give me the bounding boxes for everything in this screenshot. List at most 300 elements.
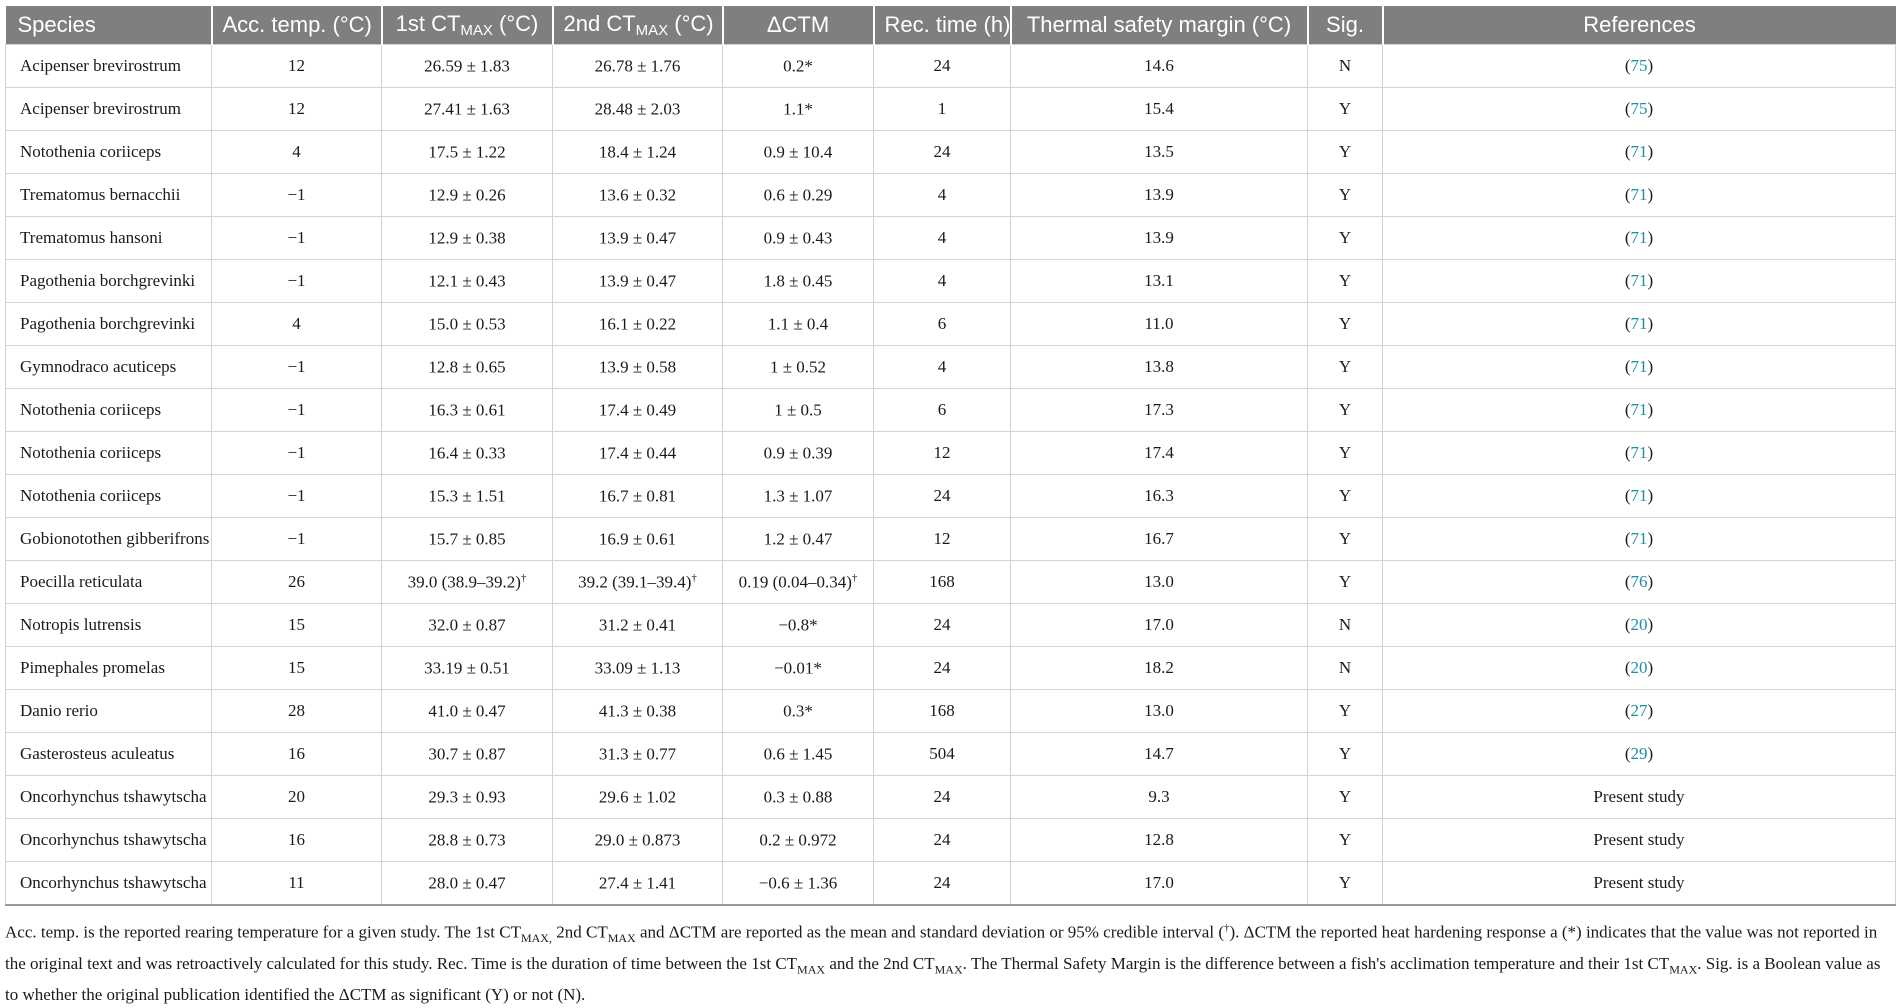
cell-delta-ctm-text: 1 ± 0.52 [769, 357, 827, 377]
cell-delta-ctm-text: 1.1 ± 0.4 [767, 314, 829, 334]
cell-rec-time [874, 303, 1011, 346]
cell-ct2-text: 16.1 ± 0.22 [598, 314, 677, 334]
cell-ct1-text: 16.4 ± 0.33 [428, 443, 506, 463]
dagger-mark: † [520, 571, 527, 584]
cell-acc-temp [212, 432, 382, 475]
cell-acc-temp-text: 12 [288, 56, 305, 75]
cell-reference-text: ) [1647, 271, 1654, 290]
cell-ct1-text: 41.0 ± 0.47 [428, 701, 506, 721]
cell-delta-ctm-text: −0.01* [774, 658, 822, 678]
cell-tsm-text: 17.3 [1144, 400, 1174, 419]
cell-rec-time-text: 24 [933, 873, 951, 892]
cell-reference [1383, 647, 1896, 690]
cell-reference [1383, 88, 1896, 131]
reference-link[interactable]: 71 [1630, 228, 1648, 247]
cell-delta-ctm-text: 0.2* [783, 56, 813, 76]
cell-reference-text: ) [1647, 744, 1654, 763]
cell-ct1 [382, 389, 553, 432]
cell-ct1-text: 28.0 ± 0.47 [428, 873, 506, 893]
cell-ct1 [382, 690, 553, 733]
cell-species [6, 174, 212, 217]
col-header-sig: Sig. [1308, 6, 1383, 45]
cell-reference-text: ( [1624, 615, 1631, 634]
cell-rec-time-text: 24 [933, 142, 951, 161]
cell-reference-text: ) [1647, 99, 1654, 118]
reference-link[interactable]: 71 [1630, 357, 1648, 376]
cell-acc-temp [212, 561, 382, 604]
cell-ct1-text: 12.1 ± 0.43 [428, 271, 506, 291]
cell-reference-text: ) [1647, 185, 1654, 204]
cell-ct2-text: 27.4 ± 1.41 [598, 873, 677, 893]
cell-reference-text: ( [1624, 271, 1631, 290]
cell-delta-ctm [723, 303, 874, 346]
cell-rec-time-text: 4 [937, 228, 947, 247]
cell-delta-ctm [723, 475, 874, 518]
cell-delta-ctm [723, 174, 874, 217]
cell-ct1-text: 39.0 (38.9–39.2) [407, 572, 521, 592]
cell-reference-text: ) [1647, 357, 1654, 376]
reference-link[interactable]: 20 [1630, 658, 1648, 677]
cell-delta-ctm-text: 1 ± 0.5 [774, 400, 822, 420]
col-header-delta-ctm: ΔCTM [723, 6, 874, 45]
cell-sig-text: Y [1338, 787, 1352, 806]
cell-ct2 [553, 604, 723, 647]
cell-ct1-text: 28.8 ± 0.73 [428, 830, 506, 850]
cell-sig [1308, 561, 1383, 604]
cell-acc-temp-text: 16 [288, 830, 305, 849]
table-row [6, 260, 1896, 303]
cell-tsm [1011, 217, 1308, 260]
cell-sig-text: Y [1338, 572, 1352, 591]
reference-link[interactable]: 75 [1630, 99, 1648, 118]
cell-sig [1308, 88, 1383, 131]
cell-rec-time-text: 168 [929, 572, 955, 591]
cell-tsm-text: 16.7 [1144, 529, 1174, 548]
cell-delta-ctm [723, 776, 874, 819]
cell-tsm [1011, 690, 1308, 733]
cell-ct2-text: 13.9 ± 0.58 [598, 357, 677, 377]
col-header-tsm: Thermal safety margin (°C) [1011, 6, 1308, 45]
cell-delta-ctm-text: 0.3 ± 0.88 [763, 787, 833, 807]
cell-tsm-text: 15.4 [1144, 99, 1174, 118]
cell-reference-text: Present study [1593, 830, 1685, 849]
cell-delta-ctm-text: 1.1* [783, 99, 813, 119]
cell-species [6, 776, 212, 819]
cell-tsm [1011, 862, 1308, 906]
table-row [6, 45, 1896, 88]
cell-ct1-text: 32.0 ± 0.87 [428, 615, 506, 635]
cell-acc-temp-text: −1 [287, 529, 306, 548]
cell-rec-time-text: 4 [937, 271, 947, 290]
table-row [6, 690, 1896, 733]
cell-rec-time [874, 389, 1011, 432]
cell-tsm [1011, 475, 1308, 518]
cell-rec-time-text: 6 [937, 400, 947, 419]
cell-sig [1308, 690, 1383, 733]
cell-sig [1308, 260, 1383, 303]
cell-delta-ctm [723, 604, 874, 647]
cell-sig-text: Y [1338, 873, 1352, 892]
cell-reference [1383, 690, 1896, 733]
table-row [6, 776, 1896, 819]
cell-delta-ctm [723, 690, 874, 733]
cell-species-text: Notothenia coriiceps [20, 486, 162, 505]
cell-sig-text: Y [1338, 185, 1352, 204]
cell-delta-ctm [723, 647, 874, 690]
cell-sig [1308, 303, 1383, 346]
cell-tsm [1011, 776, 1308, 819]
cell-acc-temp-text: 4 [292, 142, 301, 161]
cell-ct2 [553, 776, 723, 819]
cell-reference-text: ( [1624, 658, 1631, 677]
reference-link[interactable]: 71 [1630, 185, 1648, 204]
cell-species-text: Danio rerio [20, 701, 98, 720]
cell-acc-temp [212, 862, 382, 906]
cell-acc-temp-text: 15 [288, 658, 305, 677]
table-row [6, 389, 1896, 432]
cell-ct2-text: 26.78 ± 1.76 [594, 56, 681, 76]
cell-sig [1308, 45, 1383, 88]
cell-species [6, 733, 212, 776]
cell-species-text: Trematomus bernacchii [20, 185, 181, 204]
cell-ct2 [553, 819, 723, 862]
cell-acc-temp [212, 174, 382, 217]
cell-ct1 [382, 561, 553, 604]
cell-ct1 [382, 604, 553, 647]
cell-rec-time [874, 862, 1011, 906]
cell-delta-ctm-text: −0.8* [778, 615, 818, 635]
reference-link[interactable]: 75 [1630, 56, 1648, 75]
cell-ct1-text: 17.5 ± 1.22 [428, 142, 506, 162]
cell-rec-time [874, 819, 1011, 862]
cell-tsm [1011, 819, 1308, 862]
cell-delta-ctm [723, 389, 874, 432]
cell-rec-time [874, 475, 1011, 518]
cell-delta-ctm [723, 819, 874, 862]
cell-rec-time [874, 131, 1011, 174]
cell-sig [1308, 389, 1383, 432]
cell-sig-text: N [1338, 615, 1352, 634]
cell-ct1-text: 16.3 ± 0.61 [428, 400, 506, 420]
cell-acc-temp-text: 26 [288, 572, 305, 591]
cell-reference-text: Present study [1593, 787, 1685, 806]
cell-ct1 [382, 346, 553, 389]
dagger-mark: † [691, 571, 697, 584]
cell-ct1 [382, 733, 553, 776]
cell-tsm [1011, 432, 1308, 475]
cell-sig [1308, 647, 1383, 690]
cell-ct2-text: 18.4 ± 1.24 [598, 142, 677, 162]
cell-reference [1383, 604, 1896, 647]
cell-ct2 [553, 346, 723, 389]
cell-tsm-text: 14.6 [1144, 56, 1174, 75]
cell-acc-temp [212, 45, 382, 88]
thermal-tolerance-table [5, 6, 1896, 906]
col-header-ct1: 1st $CT_{MAX}$ (°C) [382, 6, 553, 45]
cell-acc-temp-text: −1 [287, 486, 306, 505]
cell-tsm-text: 18.2 [1144, 658, 1174, 677]
cell-sig-text: Y [1338, 314, 1352, 333]
cell-ct1 [382, 518, 553, 561]
cell-reference-text: ) [1647, 701, 1654, 720]
cell-rec-time-text: 24 [933, 486, 951, 505]
cell-sig [1308, 346, 1383, 389]
cell-rec-time [874, 776, 1011, 819]
table-container [5, 6, 1895, 906]
cell-rec-time-text: 1 [937, 99, 947, 118]
cell-ct2 [553, 432, 723, 475]
cell-sig [1308, 776, 1383, 819]
cell-delta-ctm [723, 432, 874, 475]
table-row [6, 432, 1896, 475]
cell-species [6, 131, 212, 174]
cell-ct1-text: 12.8 ± 0.65 [428, 357, 506, 377]
cell-acc-temp [212, 518, 382, 561]
cell-reference-text: ) [1647, 486, 1654, 505]
cell-tsm-text: 13.8 [1144, 357, 1174, 376]
cell-acc-temp [212, 217, 382, 260]
cell-reference-text: ( [1624, 99, 1631, 118]
cell-reference [1383, 45, 1896, 88]
cell-sig-text: Y [1338, 99, 1352, 118]
cell-delta-ctm-text: 1.8 ± 0.45 [763, 271, 833, 291]
cell-delta-ctm-text: 0.2 ± 0.972 [759, 830, 837, 850]
cell-tsm [1011, 518, 1308, 561]
cell-reference-text: ) [1647, 400, 1654, 419]
cell-reference [1383, 518, 1896, 561]
cell-sig-text: N [1338, 56, 1352, 75]
cell-rec-time-text: 12 [933, 529, 951, 548]
cell-ct2-text: 16.7 ± 0.81 [598, 486, 677, 506]
cell-rec-time [874, 432, 1011, 475]
cell-tsm [1011, 45, 1308, 88]
cell-rec-time [874, 45, 1011, 88]
cell-species [6, 432, 212, 475]
cell-ct2 [553, 260, 723, 303]
table-row [6, 561, 1896, 604]
col-header-references: References [1383, 6, 1896, 45]
cell-acc-temp [212, 690, 382, 733]
cell-reference-text: ( [1624, 443, 1631, 462]
cell-acc-temp [212, 475, 382, 518]
cell-rec-time-text: 12 [933, 443, 951, 462]
cell-acc-temp [212, 776, 382, 819]
cell-acc-temp-text: −1 [287, 271, 306, 290]
cell-species-text: Gobionotothen gibberifrons [20, 529, 210, 548]
cell-ct1-text: 29.3 ± 0.93 [428, 787, 506, 807]
cell-reference [1383, 131, 1896, 174]
cell-ct2-text: 16.9 ± 0.61 [598, 529, 677, 549]
reference-link[interactable]: 71 [1630, 443, 1648, 462]
cell-sig-text: Y [1338, 142, 1352, 161]
cell-reference-text: ) [1647, 443, 1654, 462]
cell-ct1-text: 26.59 ± 1.83 [424, 56, 510, 76]
cell-rec-time [874, 217, 1011, 260]
cell-acc-temp-text: 20 [288, 787, 305, 806]
cell-reference [1383, 217, 1896, 260]
cell-species [6, 475, 212, 518]
cell-rec-time-text: 24 [933, 787, 951, 806]
cell-ct2-text: 33.09 ± 1.13 [594, 658, 681, 678]
cell-ct1-text: 30.7 ± 0.87 [428, 744, 506, 764]
cell-tsm [1011, 389, 1308, 432]
reference-link[interactable]: 71 [1630, 400, 1648, 419]
cell-tsm [1011, 260, 1308, 303]
cell-sig [1308, 217, 1383, 260]
cell-reference [1383, 303, 1896, 346]
cell-ct2-text: 31.3 ± 0.77 [598, 744, 677, 764]
cell-rec-time-text: 24 [933, 830, 951, 849]
cell-reference [1383, 819, 1896, 862]
cell-reference [1383, 174, 1896, 217]
cell-species [6, 260, 212, 303]
cell-sig-text: Y [1338, 701, 1352, 720]
cell-acc-temp-text: 12 [288, 99, 305, 118]
table-row [6, 303, 1896, 346]
cell-ct1 [382, 174, 553, 217]
cell-sig-text: Y [1338, 271, 1352, 290]
cell-delta-ctm-text: 0.6 ± 1.45 [763, 744, 833, 764]
cell-ct2-text: 28.48 ± 2.03 [594, 99, 681, 119]
cell-species [6, 518, 212, 561]
cell-reference-text: ) [1647, 529, 1654, 548]
cell-tsm-text: 11.0 [1144, 314, 1174, 333]
reference-link[interactable]: 71 [1630, 529, 1648, 548]
cell-delta-ctm [723, 260, 874, 303]
cell-tsm-text: 17.0 [1144, 615, 1174, 634]
cell-delta-ctm-text: 0.6 ± 0.29 [763, 185, 833, 205]
cell-ct2 [553, 475, 723, 518]
cell-species-text: Acipenser brevirostrum [20, 99, 181, 118]
cell-acc-temp [212, 819, 382, 862]
cell-reference-text: ( [1624, 572, 1631, 591]
cell-reference-text: ) [1647, 228, 1654, 247]
cell-ct1-text: 15.3 ± 1.51 [428, 486, 506, 506]
cell-species-text: Trematomus hansoni [20, 228, 163, 247]
cell-sig [1308, 475, 1383, 518]
cell-reference-text: Present study [1593, 873, 1685, 892]
cell-tsm-text: 9.3 [1148, 787, 1170, 806]
cell-rec-time [874, 561, 1011, 604]
cell-ct2 [553, 389, 723, 432]
table-row [6, 346, 1896, 389]
cell-tsm-text: 13.9 [1144, 228, 1174, 247]
cell-reference-text: ) [1647, 142, 1654, 161]
cell-species [6, 647, 212, 690]
cell-reference-text: ) [1647, 615, 1654, 634]
cell-reference-text: ) [1647, 658, 1654, 677]
cell-rec-time-text: 24 [933, 615, 951, 634]
cell-acc-temp-text: −1 [287, 443, 306, 462]
cell-reference-text: ( [1624, 701, 1631, 720]
table-row [6, 88, 1896, 131]
cell-acc-temp-text: 11 [288, 873, 305, 892]
cell-ct1 [382, 217, 553, 260]
cell-acc-temp [212, 260, 382, 303]
table-footnote: Acc. temp. is the reported rearing temperature for a given study. The 1st $CT_{MAX,}$ 2nd $CT_{MAX}$ and ΔCTM are reported as the mean and standard deviation or 95% credible interval (†). ΔCTM the reported heat hardening response a (*) indicates that the value was not reported in the original text and was retroactively calculated for this study. Rec. Time is the duration of time between the 1st $CT_{MAX}$ and the 2nd $CT_{MAX}$. The Thermal Safety Margin is the difference between a fish's acclimation temperature and their 1st $CT_{MAX}$. Sig. is a Boolean value as to whether the original publication identified the ΔCTM as significant (Y) or not (N). [5, 922, 1881, 1005]
cell-species-text: Gymnodraco acuticeps [20, 357, 177, 376]
cell-tsm-text: 14.7 [1144, 744, 1174, 763]
reference-link[interactable]: 71 [1630, 142, 1648, 161]
cell-delta-ctm [723, 88, 874, 131]
header-row [6, 6, 1896, 45]
cell-tsm [1011, 561, 1308, 604]
cell-ct1 [382, 647, 553, 690]
cell-ct2 [553, 217, 723, 260]
cell-delta-ctm-text: −0.6 ± 1.36 [758, 873, 838, 893]
reference-link[interactable]: 29 [1630, 744, 1648, 763]
reference-link[interactable]: 20 [1630, 615, 1648, 634]
cell-species [6, 604, 212, 647]
cell-ct1 [382, 131, 553, 174]
cell-reference [1383, 432, 1896, 475]
reference-link[interactable]: 27 [1630, 701, 1648, 720]
reference-link[interactable]: 71 [1630, 486, 1648, 505]
cell-acc-temp [212, 131, 382, 174]
cell-rec-time-text: 4 [937, 357, 947, 376]
cell-sig-text: Y [1338, 228, 1352, 247]
cell-delta-ctm [723, 131, 874, 174]
cell-tsm-text: 12.8 [1144, 830, 1174, 849]
cell-ct1 [382, 862, 553, 906]
cell-ct2 [553, 561, 723, 604]
cell-ct1-text: 15.7 ± 0.85 [428, 529, 506, 549]
col-header-rec-time: Rec. time (h) [874, 6, 1011, 45]
cell-rec-time [874, 174, 1011, 217]
reference-link[interactable]: 71 [1630, 271, 1648, 290]
cell-delta-ctm [723, 561, 874, 604]
cell-sig [1308, 131, 1383, 174]
cell-rec-time [874, 604, 1011, 647]
cell-delta-ctm-text: 0.3* [783, 701, 813, 721]
table-row [6, 604, 1896, 647]
cell-sig [1308, 733, 1383, 776]
cell-sig [1308, 819, 1383, 862]
cell-sig-text: Y [1338, 443, 1352, 462]
cell-rec-time [874, 647, 1011, 690]
cell-species [6, 45, 212, 88]
cell-acc-temp [212, 604, 382, 647]
cell-ct2-text: 31.2 ± 0.41 [598, 615, 677, 635]
table-row [6, 131, 1896, 174]
cell-reference [1383, 260, 1896, 303]
cell-ct2 [553, 690, 723, 733]
cell-ct2-text: 39.2 (39.1–39.4) [578, 572, 692, 592]
table-row [6, 819, 1896, 862]
cell-species-text: Pagothenia borchgrevinki [20, 271, 196, 290]
cell-ct1-text: 12.9 ± 0.26 [428, 185, 506, 205]
table-row [6, 647, 1896, 690]
cell-reference [1383, 561, 1896, 604]
cell-ct1-text: 27.41 ± 1.63 [424, 99, 510, 119]
cell-species-text: Notothenia coriiceps [20, 400, 162, 419]
cell-species-text: Notothenia coriiceps [20, 443, 162, 462]
cell-reference-text: ( [1624, 744, 1631, 763]
cell-ct1-text: 12.9 ± 0.38 [428, 228, 506, 248]
cell-delta-ctm-text: 0.9 ± 10.4 [763, 142, 833, 162]
cell-delta-ctm-text: 0.19 (0.04–0.34) [738, 572, 852, 592]
cell-reference-text: ( [1624, 228, 1631, 247]
cell-rec-time [874, 518, 1011, 561]
cell-acc-temp-text: −1 [287, 400, 306, 419]
cell-species [6, 88, 212, 131]
cell-species-text: Gasterosteus aculeatus [20, 744, 175, 763]
cell-species-text: Oncorhynchus tshawytscha [20, 830, 207, 849]
cell-species [6, 819, 212, 862]
reference-link[interactable]: 76 [1630, 572, 1648, 591]
reference-link[interactable]: 71 [1630, 314, 1648, 333]
cell-species-text: Oncorhynchus tshawytscha [20, 873, 207, 892]
